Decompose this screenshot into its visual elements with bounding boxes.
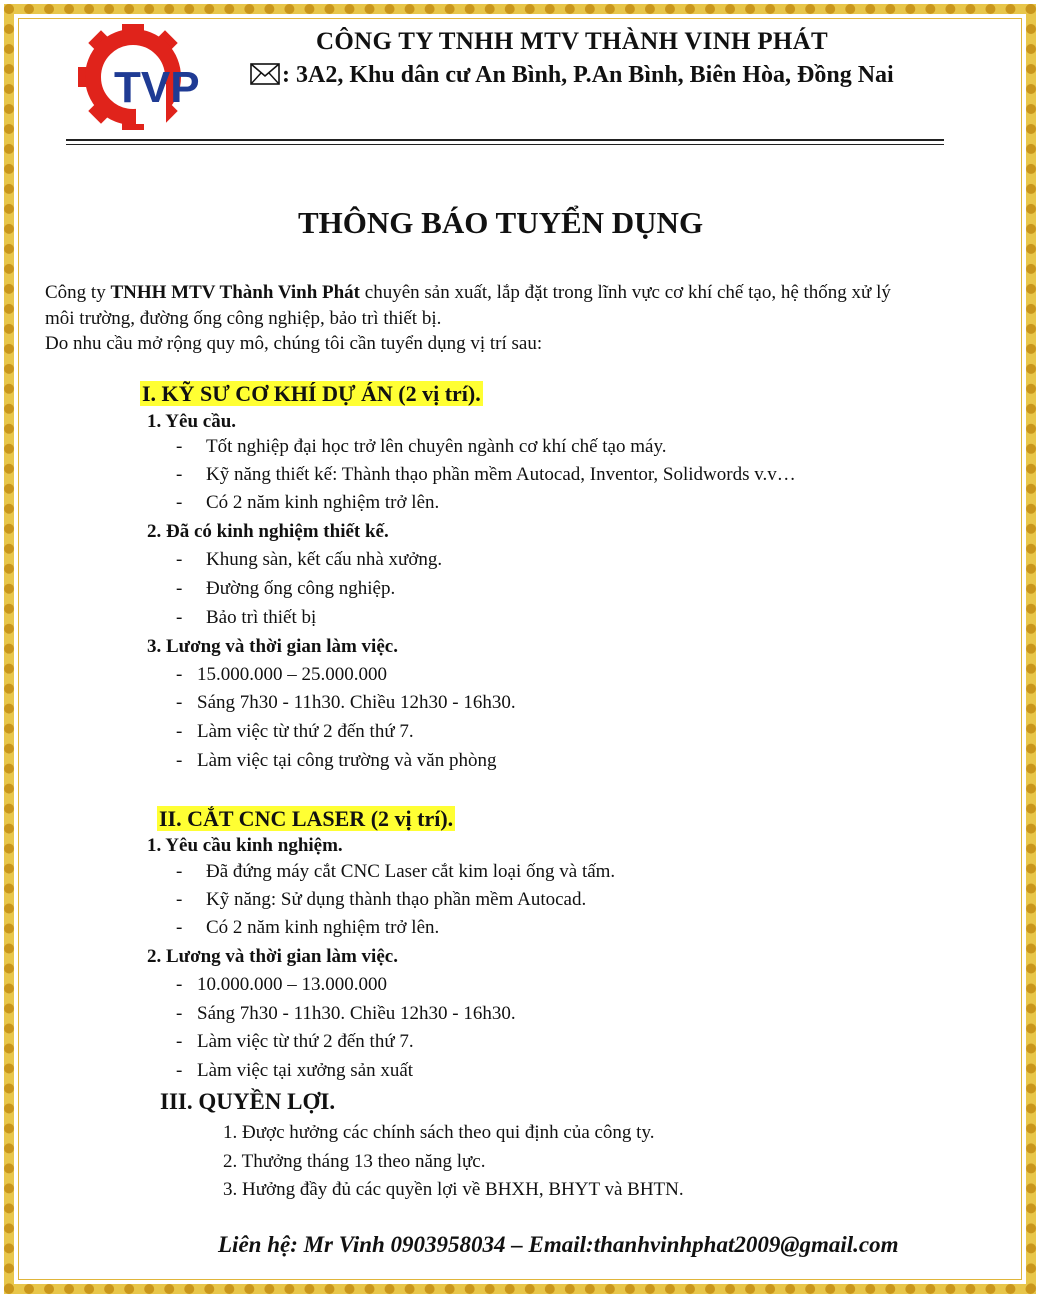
company-logo	[78, 24, 218, 130]
company-name: CÔNG TY TNHH MTV THÀNH VINH PHÁT	[316, 28, 828, 55]
section-2-title: II. CẮT CNC LASER (2 vị trí).	[159, 806, 454, 831]
list-item: - Kỹ năng thiết kế: Thành thạo phần mềm Autocad, Inventor, Solidwords v.v…	[176, 464, 796, 485]
header-rule-thin	[66, 144, 944, 145]
list-item: - Sáng 7h30 - 11h30. Chiều 12h30 - 16h30.	[176, 692, 516, 713]
section-1-heading	[140, 381, 483, 407]
section-2-heading	[157, 806, 455, 832]
list-item: - Tốt nghiệp đại học trở lên chuyên ngành cơ khí chế tạo máy.	[176, 436, 667, 457]
section-2-sub-1: 1. Yêu cầu kinh nghiệm.	[147, 835, 343, 856]
address-text: : 3A2, Khu dân cư An Bình, P.An Bình, Biên Hòa, Đồng Nai	[282, 62, 894, 88]
list-item: - Có 2 năm kinh nghiệm trở lên.	[176, 492, 440, 513]
list-item: - Kỹ năng: Sử dụng thành thạo phần mềm Autocad.	[176, 889, 587, 910]
header-rule	[66, 139, 944, 141]
section-1-sub-3: 3. Lương và thời gian làm việc.	[147, 636, 398, 657]
company-address	[250, 62, 894, 89]
intro-text: chuyên sản xuất, lắp đặt trong lĩnh vực cơ khí chế tạo, hệ thống xử lý	[360, 282, 891, 303]
list-item: - Đã đứng máy cắt CNC Laser cắt kim loại ống và tấm.	[176, 861, 616, 882]
benefit-item: 2. Thưởng tháng 13 theo năng lực.	[223, 1151, 486, 1172]
intro-line-3: Do nhu cầu mở rộng quy mô, chúng tôi cần tuyển dụng vị trí sau:	[45, 333, 543, 354]
section-1-sub-2: 2. Đã có kinh nghiệm thiết kế.	[147, 521, 389, 542]
contact-line: Liên hệ: Mr Vinh 0903958034 – Email:thanhvinhphat2009@gmail.com	[218, 1232, 899, 1257]
intro-line-2: môi trường, đường ống công nghiệp, bảo trì thiết bị.	[45, 308, 442, 329]
list-item: - Làm việc từ thứ 2 đến thứ 7.	[176, 1031, 414, 1052]
section-3-heading: III. QUYỀN LỢI.	[160, 1089, 336, 1114]
list-item: - Đường ống công nghiệp.	[176, 578, 396, 599]
list-item: - Làm việc từ thứ 2 đến thứ 7.	[176, 721, 414, 742]
section-2-sub-2: 2. Lương và thời gian làm việc.	[147, 946, 398, 967]
page-title: THÔNG BÁO TUYỂN DỤNG	[298, 205, 704, 240]
list-item: - Bảo trì thiết bị	[176, 607, 317, 628]
envelope-icon	[250, 63, 280, 85]
list-item: - Khung sàn, kết cấu nhà xưởng.	[176, 549, 443, 570]
list-item: - Sáng 7h30 - 11h30. Chiều 12h30 - 16h30.	[176, 1003, 516, 1024]
intro-text: Công ty	[45, 282, 111, 303]
intro-line-1	[45, 282, 891, 304]
list-item: - Làm việc tại công trường và văn phòng	[176, 750, 497, 771]
list-item: - Làm việc tại xưởng sản xuất	[176, 1060, 414, 1081]
list-item: - Có 2 năm kinh nghiệm trở lên.	[176, 917, 440, 938]
section-1-sub-1: 1. Yêu cầu.	[147, 411, 237, 432]
section-1-title: I. KỸ SƯ CƠ KHÍ DỰ ÁN (2 vị trí).	[142, 381, 481, 406]
list-item: - 10.000.000 – 13.000.000	[176, 974, 387, 995]
benefit-item: 3. Hưởng đầy đủ các quyền lợi về BHXH, BHYT và BHTN.	[223, 1179, 684, 1200]
logo-letters: TVP	[114, 63, 200, 112]
list-item: - 15.000.000 – 25.000.000	[176, 664, 387, 685]
intro-company-bold: TNHH MTV Thành Vinh Phát	[110, 282, 361, 303]
benefit-item: 1. Được hưởng các chính sách theo qui định của công ty.	[223, 1122, 655, 1143]
